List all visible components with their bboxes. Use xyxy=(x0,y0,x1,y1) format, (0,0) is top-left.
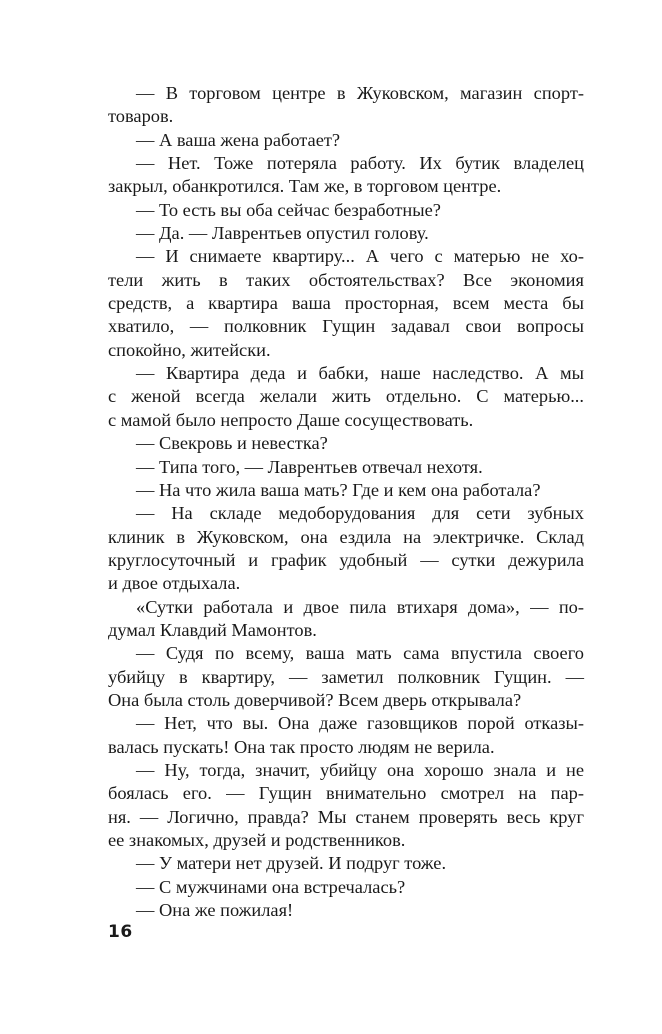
text-line: и двое отдыхала. xyxy=(108,573,241,594)
text-line: хватило, — полковник Гущин задавал свои вопросы xyxy=(108,316,584,337)
text-line: — На складе медоборудования для сети зубных xyxy=(136,503,584,524)
text-line: товаров. xyxy=(108,106,174,127)
text-line: — В торговом центре в Жуковском, магазин спорт- xyxy=(136,83,584,103)
text-line: ее знакомых, друзей и родственников. xyxy=(108,830,406,850)
text-line: клиник в Жуковском, она ездила на электричке. Склад xyxy=(108,526,584,547)
text-line: круглосуточный и график удобный — сутки дежурила xyxy=(108,549,584,570)
text-line: — На что жила ваша мать? Где и кем она работала? xyxy=(136,479,541,500)
page-number: 16 xyxy=(108,922,133,942)
text-line: ня. — Логично, правда? Мы станем проверять весь круг xyxy=(108,806,584,827)
text-line: — То есть вы оба сейчас безработные? xyxy=(136,199,441,220)
text-line: убийцу в квартиру, — заметил полковник Гущин. — xyxy=(108,666,584,687)
text-line: — Свекровь и невестка? xyxy=(136,433,328,454)
text-line: думал Клавдий Мамонтов. xyxy=(108,619,317,640)
text-line: Она была столь доверчивой? Всем дверь открывала? xyxy=(108,689,522,710)
text-line: с женой всегда желали жить отдельно. С матерью... xyxy=(108,386,584,407)
text-line: — Типа того, — Лаврентьев отвечал нехотя. xyxy=(136,456,483,477)
text-line: с мамой было непросто Даше сосуществовать. xyxy=(108,409,474,430)
text-line: — Нет. Тоже потеряла работу. Их бутик владелец xyxy=(136,153,584,174)
text-line: — Ну, тогда, значит, убийцу она хорошо знала и не xyxy=(136,759,584,780)
text-line: — Да. — Лаврентьев опустил голову. xyxy=(136,223,429,244)
text-line: «Сутки работала и двое пила втихаря дома», — по- xyxy=(136,596,584,617)
text-line: — И снимаете квартиру... А чего с матерью не хо- xyxy=(136,246,584,267)
text-line: — С мужчинами она встречалась? xyxy=(136,876,406,897)
text-line: средств, а квартира ваша просторная, всем места бы xyxy=(108,293,584,314)
text-line: спокойно, житейски. xyxy=(108,339,271,360)
text-line: — Квартира деда и бабки, наше наследство. А мы xyxy=(136,363,584,384)
text-line: валась пускать! Она так просто людям не верила. xyxy=(108,736,495,757)
page-text xyxy=(108,82,584,922)
text-line: боялась его. — Гущин внимательно смотрел на пар- xyxy=(108,783,584,804)
text-line: тели жить в таких обстоятельствах? Все экономия xyxy=(108,269,584,290)
text-line: закрыл, обанкротился. Там же, в торговом центре. xyxy=(108,176,502,197)
text-line: — Нет, что вы. Она даже газовщиков порой отказы- xyxy=(136,713,584,734)
text-line: — Она же пожилая! xyxy=(136,900,294,921)
text-line: — Судя по всему, ваша мать сама впустила своего xyxy=(136,643,584,664)
text-line: — У матери нет друзей. И подруг тоже. xyxy=(136,853,447,874)
text-line: — А ваша жена работает? xyxy=(136,129,341,150)
